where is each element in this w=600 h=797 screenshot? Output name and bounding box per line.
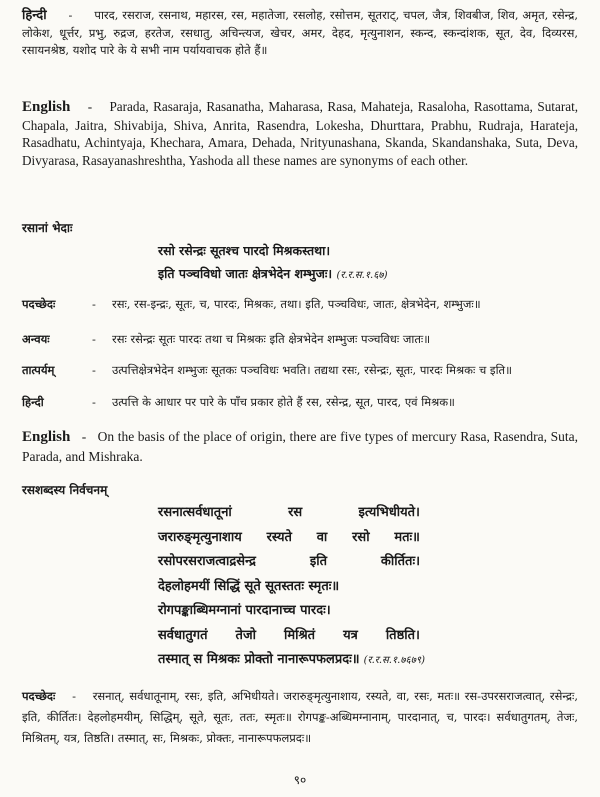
verse-line [158,649,425,674]
verse-word: देहलोहमयीं सिद्धिं सूते सूतस्ततः स्मृतः॥ [158,578,340,594]
verse-word: रसो [352,529,370,545]
row-text: रसः रसेन्द्रः सूतः पारदः तथा च मिश्रकः इति क्षेत्रभेदेन शम्भुजः पञ्चविधः जातः॥ [112,332,431,346]
english-meaning-paragraph [22,427,578,466]
dash: - [72,689,76,703]
verse-word: इति [309,554,328,569]
verse-line-2-text: इति पञ्चविधो जातः क्षेत्रभेदेन शम्भुजः। [158,266,333,281]
page-number: ९० [293,773,307,787]
row-key: पदच्छेदः [22,689,56,703]
verse-word: तेजो [235,627,256,643]
verse-reference: (र.र.स.१.७६७९) [363,655,426,666]
verse-reference: (र.र.स.१.६७) [336,270,388,281]
verse-word: तस्मात् स मिश्रकः प्रोक्तो नानारूपफलप्रदः॥ [158,652,360,667]
verse-word: इत्यभिधीयते। [358,505,420,520]
padaccheda-row [22,296,578,313]
english-synonyms-text: Parada, Rasaraja, Rasanatha, Maharasa, Rasa, Mahateja, Rasaloha, Rasottama, Sutarat, Chapala, Jaitra, Shivabija, Shiva, Anrita, Rasendra, Lokesha, Dhurttara, Prabhu, Rudraja, Harateja, Rasadhatu, Achintyaja, Khechara, Amara, Dehada, Nrityunashana, Skanda, Skandanshaka, Suta, Deva, Divyarasa, Rasayanashreshtha, Yashoda all these names are synonyms of each other. [22,99,579,168]
dash: - [81,429,87,444]
verse-word: कीर्तितः। [380,554,420,569]
hindi-label: हिन्दी [22,8,47,23]
verse-line [158,527,420,552]
dash: - [92,297,96,311]
english-label: English [22,429,71,445]
verse-word: रस्यते [266,529,292,545]
anvaya-row [22,331,578,348]
verse-word: वा [316,529,328,545]
dash: - [87,99,93,114]
verse-word: रसनात्सर्वधातूनां [158,505,232,520]
hindi-meaning-row [22,394,578,411]
verse-word: रस [288,505,303,520]
verse-line [158,625,420,650]
verse-line-2 [158,265,388,282]
verse-line [158,576,420,601]
english-label: English [22,99,71,115]
verse-line [158,600,420,625]
etymology-verse-block [158,502,425,674]
verse-line [158,551,420,576]
dash: - [92,395,96,409]
row-key: तात्पर्यम् [22,363,55,377]
english-synonyms-paragraph [22,98,578,169]
dash: - [92,363,96,377]
section-heading-rasashabdasya-nirvachanam: रसशब्दस्य निर्वचनम् [22,483,108,497]
verse-word: मतः॥ [394,529,420,545]
verse-line-1: रसो रसेन्द्रः सूतश्च पारदो मिश्रकस्तथा। [158,243,331,258]
dash: - [92,332,96,346]
verse-word: तिष्ठति। [385,627,420,643]
verse-word: रोगपङ्काब्धिमग्नानां पारदानाच्च पारदः। [158,603,331,618]
row-key: पदच्छेदः [22,297,56,311]
verse-word: सर्वधातुगतं [158,627,208,643]
row-key: हिन्दी [22,395,44,409]
verse-line [158,502,420,527]
row-text: उत्पत्ति के आधार पर पारे के पाँच प्रकार होते हैं रस, रसेन्द्र, सूत, पारद, एवं मिश्रक॥ [112,395,455,409]
dash: - [68,8,73,22]
tatparyam-row [22,362,578,379]
section-heading-rasanam-bhedah: रसानां भेदाः [22,221,73,235]
verse-word: यत्र [343,627,358,643]
hindi-synonyms-text: पारद, रसराज, रसनाथ, महारस, रस, महातेजा, रसलोह, रसोत्तम, सूतराट्, चपल, जैत्र, शिवबीज, शिव, अमृत, रसेन्द्र, लोकेश, धूर्त्तर, प्रभु, रुद्रज, हरतेज, रसधातु, अचिन्त्यज, खेचर, अमर, देहद, मृत्युनाशन, स्कन्द, स्कन्दांशक, सूत, देव, दिव्यरस, रसायनश्रेष्ठ, यशोद पारे के ये सभी नाम पर्यायवाचक होते हैं॥ [22,8,578,57]
verse-word: रसोपरसराजत्वाद्रसेन्द्र [158,554,256,569]
verse-word: जरारुङ्मृत्युनाशाय [158,529,242,545]
etymology-padaccheda-paragraph [22,686,578,749]
row-key: अन्वयः [22,332,50,346]
padaccheda-text: रसनात्, सर्वधातूनाम्, रसः, इति, अभिधीयते। जरारुङ्मृत्युनाशाय, रस्यते, वा, रसः, मतः॥ रस-उपरसराजत्वात्, रसेन्द्रः, इति, कीर्तितः। देहलोहमयीम्, सिद्धिम्, सूते, सूतः, ततः, स्मृतः॥ रोगपङ्क-अब्धिमग्नानाम्, पारदानात्, च, पारदः। सर्वधातुगतम्, तेजः, मिश्रितम्, यत्र, तिष्ठति। तस्मात्, सः, मिश्रकः, प्रोक्तः, नानारूपफलप्रदः॥ [22,689,578,745]
verse-word: मिश्रितं [283,627,316,643]
hindi-synonyms-paragraph [22,7,578,60]
english-meaning-text: On the basis of the place of origin, there are five types of mercury Rasa, Rasendra, Suta, Parada, and Mishraka. [22,429,579,464]
row-text: उत्पत्तिक्षेत्रभेदेन शम्भुजः सूतकः पञ्चविधः भवति। तद्यथा रसः, रसेन्द्रः, सूतः, पारदः मिश्रकः च इति॥ [112,363,512,377]
row-text: रसः, रस-इन्द्रः, सूतः, च, पारदः, मिश्रकः, तथा। इति, पञ्चविधः, जातः, क्षेत्रभेदेन, शम्भुजः॥ [112,297,481,311]
